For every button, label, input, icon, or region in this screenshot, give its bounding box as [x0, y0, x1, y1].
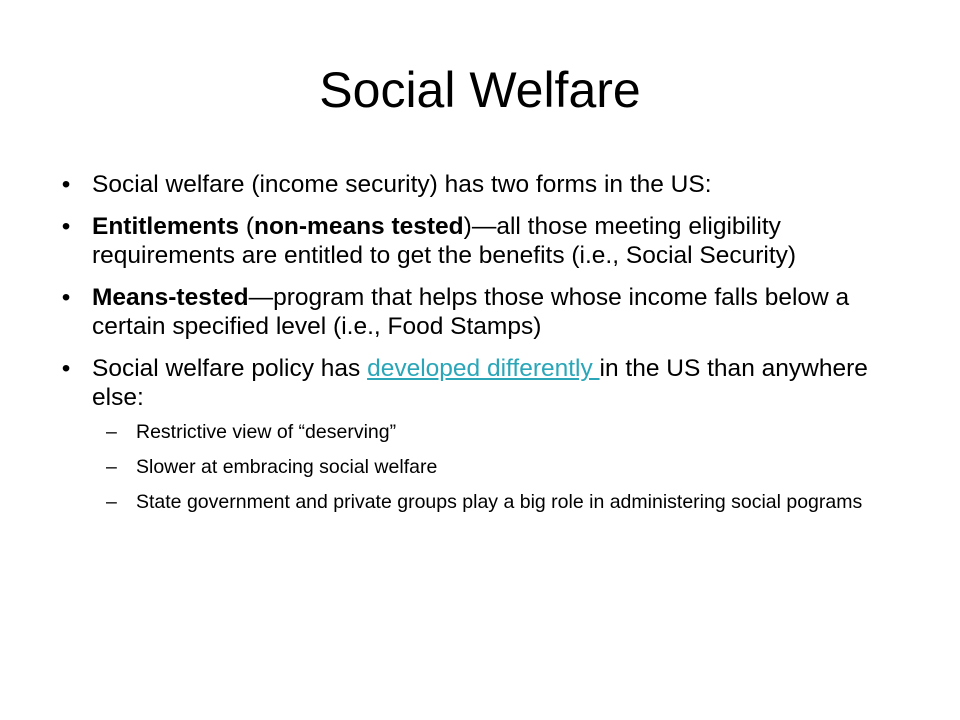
bullet-dot: • — [61, 171, 71, 198]
bullet-dot: • — [61, 213, 71, 240]
bullet-dot: • — [61, 355, 71, 382]
sub-bullet-dash: – — [106, 421, 117, 443]
bullet-item — [56, 212, 886, 270]
developed-differently-link[interactable]: developed differently — [367, 355, 600, 382]
sub-bullet-item — [92, 490, 886, 514]
bold-term-non-means-tested: non-means tested — [254, 213, 464, 240]
bullet-item — [56, 283, 886, 341]
sub-bullet-item — [92, 455, 886, 479]
bullet-text: —program that helps those whose income falls below a certain specified level (i.e., Food Stamps) — [92, 284, 850, 340]
sub-bullet-text: Slower at embracing social welfare — [136, 456, 438, 478]
bullet-item — [56, 170, 886, 199]
bullet-text: Social welfare policy has — [92, 355, 368, 382]
sub-bullet-dash: – — [106, 456, 117, 478]
bullet-dot: • — [61, 284, 71, 311]
bullet-list — [56, 170, 886, 527]
bullet-text: )—all those meeting eligibility requirements are entitled to get the benefits (i.e., Social Security) — [92, 213, 797, 269]
bold-term-entitlements: Entitlements — [92, 213, 240, 240]
sub-bullet-text: State government and private groups play a big role in administering social pograms — [136, 491, 863, 513]
sub-bullet-text: Restrictive view of “deserving” — [136, 421, 397, 443]
slide-title: Social Welfare — [319, 62, 641, 118]
bullet-text: Social welfare (income security) has two forms in the US: — [92, 171, 712, 198]
bullet-text: ( — [239, 213, 254, 240]
sub-bullet-item — [92, 420, 886, 444]
sub-bullet-dash: – — [106, 491, 117, 513]
bullet-item — [56, 354, 886, 514]
bullet-text: in the US than anywhere else: — [92, 355, 868, 411]
sub-bullet-list — [92, 420, 886, 514]
bold-term-means-tested: Means-tested — [92, 284, 249, 311]
